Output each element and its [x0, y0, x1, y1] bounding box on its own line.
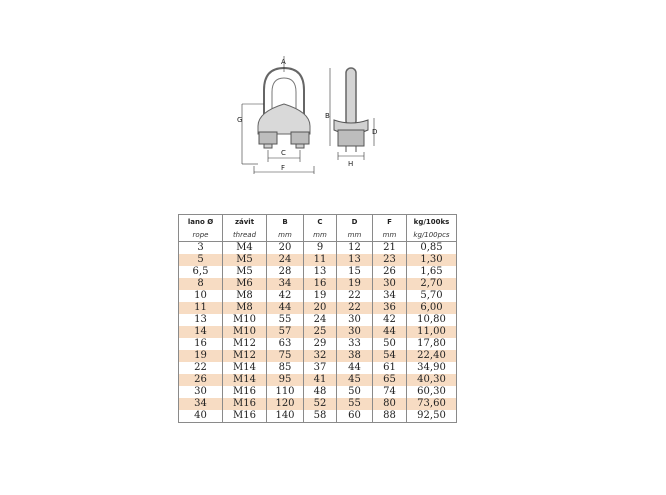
table-cell: 3: [179, 242, 223, 255]
table-cell: 37: [304, 362, 337, 374]
unit-b: mm: [267, 229, 304, 242]
table-cell: 22: [337, 302, 373, 314]
wire-rope-clip-drawing: [234, 54, 394, 174]
unit-thread: thread: [223, 229, 267, 242]
unit-c: mm: [304, 229, 337, 242]
table-row: [179, 290, 457, 302]
table-row: [179, 386, 457, 398]
dim-label-d: D: [372, 128, 378, 136]
table-cell: 16: [304, 278, 337, 290]
table-cell: 22: [337, 290, 373, 302]
table-cell: M6: [223, 278, 267, 290]
dim-label-f: F: [281, 164, 286, 172]
table-row: [179, 410, 457, 423]
header-thread: závit: [223, 215, 267, 230]
table-cell: 32: [304, 350, 337, 362]
table-cell: 14: [179, 326, 223, 338]
table-cell: 65: [373, 374, 407, 386]
header-d: D: [337, 215, 373, 230]
table-cell: 61: [373, 362, 407, 374]
table-cell: 25: [304, 326, 337, 338]
dim-label-h: H: [348, 160, 354, 168]
table-cell: 45: [337, 374, 373, 386]
table-cell: 42: [267, 290, 304, 302]
table-cell: 44: [373, 326, 407, 338]
table-cell: 5: [179, 254, 223, 266]
table-cell: M16: [223, 398, 267, 410]
table-body: [179, 242, 457, 423]
table-cell: M12: [223, 338, 267, 350]
dim-label-a: A: [281, 58, 286, 66]
table-cell: M16: [223, 386, 267, 398]
table-cell: 30: [337, 314, 373, 326]
dim-label-b: B: [325, 112, 330, 120]
table-cell: 17,80: [407, 338, 457, 350]
table-cell: 60,30: [407, 386, 457, 398]
table-cell: 15: [337, 266, 373, 278]
table-cell: 6,00: [407, 302, 457, 314]
unit-f: mm: [373, 229, 407, 242]
unit-weight: kg/100pcs: [407, 229, 457, 242]
table-cell: 19: [337, 278, 373, 290]
table-cell: 1,65: [407, 266, 457, 278]
table-row: [179, 314, 457, 326]
table-cell: 85: [267, 362, 304, 374]
table-cell: 13: [304, 266, 337, 278]
table-cell: 52: [304, 398, 337, 410]
table-cell: 28: [267, 266, 304, 278]
table-cell: 33: [337, 338, 373, 350]
table-cell: 63: [267, 338, 304, 350]
table-cell: 26: [179, 374, 223, 386]
table-cell: M14: [223, 374, 267, 386]
units-row: [179, 229, 457, 242]
table-cell: 6,5: [179, 266, 223, 278]
table-cell: 120: [267, 398, 304, 410]
header-f: F: [373, 215, 407, 230]
table-cell: 26: [373, 266, 407, 278]
table-cell: 21: [373, 242, 407, 255]
table-cell: 38: [337, 350, 373, 362]
table-cell: M5: [223, 254, 267, 266]
table-row: [179, 266, 457, 278]
table-row: [179, 254, 457, 266]
header-b: B: [267, 215, 304, 230]
table-cell: M16: [223, 410, 267, 423]
table-cell: 11,00: [407, 326, 457, 338]
table-cell: 95: [267, 374, 304, 386]
table-cell: 24: [304, 314, 337, 326]
table-cell: 13: [337, 254, 373, 266]
table-row: [179, 338, 457, 350]
table-cell: 11: [179, 302, 223, 314]
table-cell: 44: [267, 302, 304, 314]
table-cell: 88: [373, 410, 407, 423]
table-cell: 40: [179, 410, 223, 423]
table-cell: 19: [304, 290, 337, 302]
unit-d: mm: [337, 229, 373, 242]
table-row: [179, 398, 457, 410]
table-cell: 58: [304, 410, 337, 423]
table-cell: 110: [267, 386, 304, 398]
table-cell: 1,30: [407, 254, 457, 266]
table-cell: 48: [304, 386, 337, 398]
table-cell: 11: [304, 254, 337, 266]
table-cell: 34: [179, 398, 223, 410]
table-cell: 36: [373, 302, 407, 314]
table-cell: 30: [179, 386, 223, 398]
table-cell: 19: [179, 350, 223, 362]
table-cell: 0,85: [407, 242, 457, 255]
table-row: [179, 278, 457, 290]
table-cell: 20: [267, 242, 304, 255]
table-cell: 5,70: [407, 290, 457, 302]
table-row: [179, 302, 457, 314]
table-cell: 9: [304, 242, 337, 255]
table-cell: 42: [373, 314, 407, 326]
unit-rope: rope: [179, 229, 223, 242]
table-cell: 13: [179, 314, 223, 326]
table-cell: 34: [267, 278, 304, 290]
table-cell: 10: [179, 290, 223, 302]
table-cell: 8: [179, 278, 223, 290]
table-cell: 12: [337, 242, 373, 255]
table-cell: 22,40: [407, 350, 457, 362]
table-cell: 23: [373, 254, 407, 266]
table-cell: 50: [373, 338, 407, 350]
dim-label-g: G: [237, 116, 243, 124]
table-cell: M10: [223, 314, 267, 326]
table-cell: 34: [373, 290, 407, 302]
header-row: [179, 215, 457, 230]
table-cell: 44: [337, 362, 373, 374]
table-row: [179, 362, 457, 374]
table-cell: M5: [223, 266, 267, 278]
table-cell: 41: [304, 374, 337, 386]
table-cell: M14: [223, 362, 267, 374]
table-cell: 40,30: [407, 374, 457, 386]
table-cell: 2,70: [407, 278, 457, 290]
table-row: [179, 242, 457, 255]
table-cell: 30: [337, 326, 373, 338]
table-cell: 73,60: [407, 398, 457, 410]
table-cell: M10: [223, 326, 267, 338]
table-cell: 34,90: [407, 362, 457, 374]
header-c: C: [304, 215, 337, 230]
table-cell: 140: [267, 410, 304, 423]
table-cell: 80: [373, 398, 407, 410]
table-cell: 55: [337, 398, 373, 410]
table-cell: 30: [373, 278, 407, 290]
table-row: [179, 374, 457, 386]
table-cell: 10,80: [407, 314, 457, 326]
table-cell: 92,50: [407, 410, 457, 423]
table-row: [179, 350, 457, 362]
table-cell: 20: [304, 302, 337, 314]
table-cell: 57: [267, 326, 304, 338]
table-cell: 22: [179, 362, 223, 374]
table-cell: 29: [304, 338, 337, 350]
specification-table: [178, 214, 457, 423]
table-cell: 60: [337, 410, 373, 423]
table-cell: 50: [337, 386, 373, 398]
table-row: [179, 326, 457, 338]
dim-label-c: C: [281, 149, 286, 157]
table-cell: M4: [223, 242, 267, 255]
table-cell: 16: [179, 338, 223, 350]
table-cell: M8: [223, 290, 267, 302]
table-cell: 24: [267, 254, 304, 266]
header-weight: kg/100ks: [407, 215, 457, 230]
table-cell: M12: [223, 350, 267, 362]
table-cell: 55: [267, 314, 304, 326]
table-cell: M8: [223, 302, 267, 314]
header-rope-diameter: lano Ø: [179, 215, 223, 230]
table-cell: 74: [373, 386, 407, 398]
table-cell: 75: [267, 350, 304, 362]
table-cell: 54: [373, 350, 407, 362]
